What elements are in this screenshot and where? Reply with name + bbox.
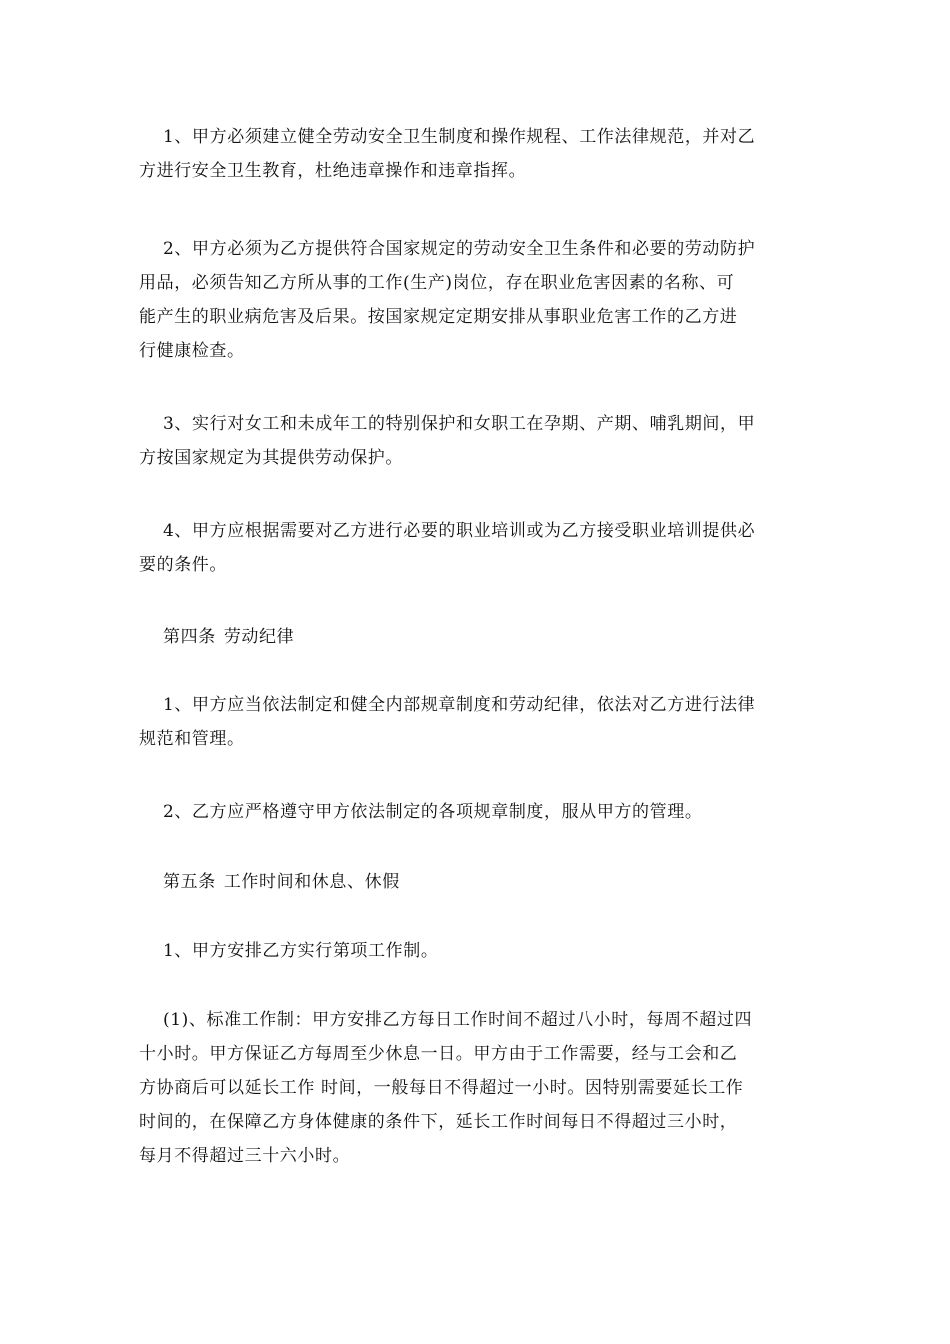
paragraph-line: 4、甲方应根据需要对乙方进行必要的职业培训或为乙方接受职业培训提供必 [163,521,756,541]
paragraph-line: 方协商后可以延长工作 时间，一般每日不得超过一小时。因特别需要延长工作 [139,1078,744,1098]
paragraph-compliance [139,795,805,829]
paragraph-line: 行健康检查。 [139,341,245,361]
paragraph-training [139,514,805,582]
paragraph-line: (1)、标准工作制：甲方安排乙方每日工作时间不超过八小时，每周不超过四 [163,1010,753,1030]
paragraph-line: 方进行安全卫生教育，杜绝违章操作和违章指挥。 [139,161,527,181]
paragraph-line: 时间的，在保障乙方身体健康的条件下，延长工作时间每日不得超过三小时， [139,1112,738,1132]
paragraph-safety-rules [139,120,805,188]
article-5-heading [163,865,400,899]
article-title: 劳动纪律 [223,627,295,647]
paragraph-standard-hours [139,1003,805,1173]
paragraph-line: 1、甲方安排乙方实行第项工作制。 [163,941,439,961]
paragraph-line: 十小时。甲方保证乙方每周至少休息一日。甲方由于工作需要，经与工会和乙 [139,1044,738,1064]
paragraph-line: 规范和管理。 [139,729,245,749]
paragraph-line: 要的条件。 [139,555,227,575]
paragraph-protection-conditions [139,232,805,368]
article-4-heading [163,620,294,654]
article-number: 第四条 [163,627,216,647]
paragraph-line: 1、甲方必须建立健全劳动安全卫生制度和操作规程、工作法律规范，并对乙 [163,127,756,147]
paragraph-line: 2、甲方必须为乙方提供符合国家规定的劳动安全卫生条件和必要的劳动防护 [163,239,756,259]
paragraph-special-protection [139,407,805,475]
paragraph-line: 用品，必须告知乙方所从事的工作(生产)岗位，存在职业危害因素的名称、可 [139,273,735,293]
article-title: 工作时间和休息、休假 [223,872,400,892]
paragraph-line: 方按国家规定为其提供劳动保护。 [139,448,403,468]
paragraph-line: 2、乙方应严格遵守甲方依法制定的各项规章制度，服从甲方的管理。 [163,802,703,822]
paragraph-internal-rules [139,688,805,756]
paragraph-line: 每月不得超过三十六小时。 [139,1146,351,1166]
paragraph-line: 3、实行对女工和未成年工的特别保护和女职工在孕期、产期、哺乳期间，甲 [163,414,756,434]
paragraph-line: 1、甲方应当依法制定和健全内部规章制度和劳动纪律，依法对乙方进行法律 [163,695,756,715]
paragraph-work-system [139,934,805,968]
article-number: 第五条 [163,872,216,892]
paragraph-line: 能产生的职业病危害及后果。按国家规定定期安排从事职业危害工作的乙方进 [139,307,738,327]
